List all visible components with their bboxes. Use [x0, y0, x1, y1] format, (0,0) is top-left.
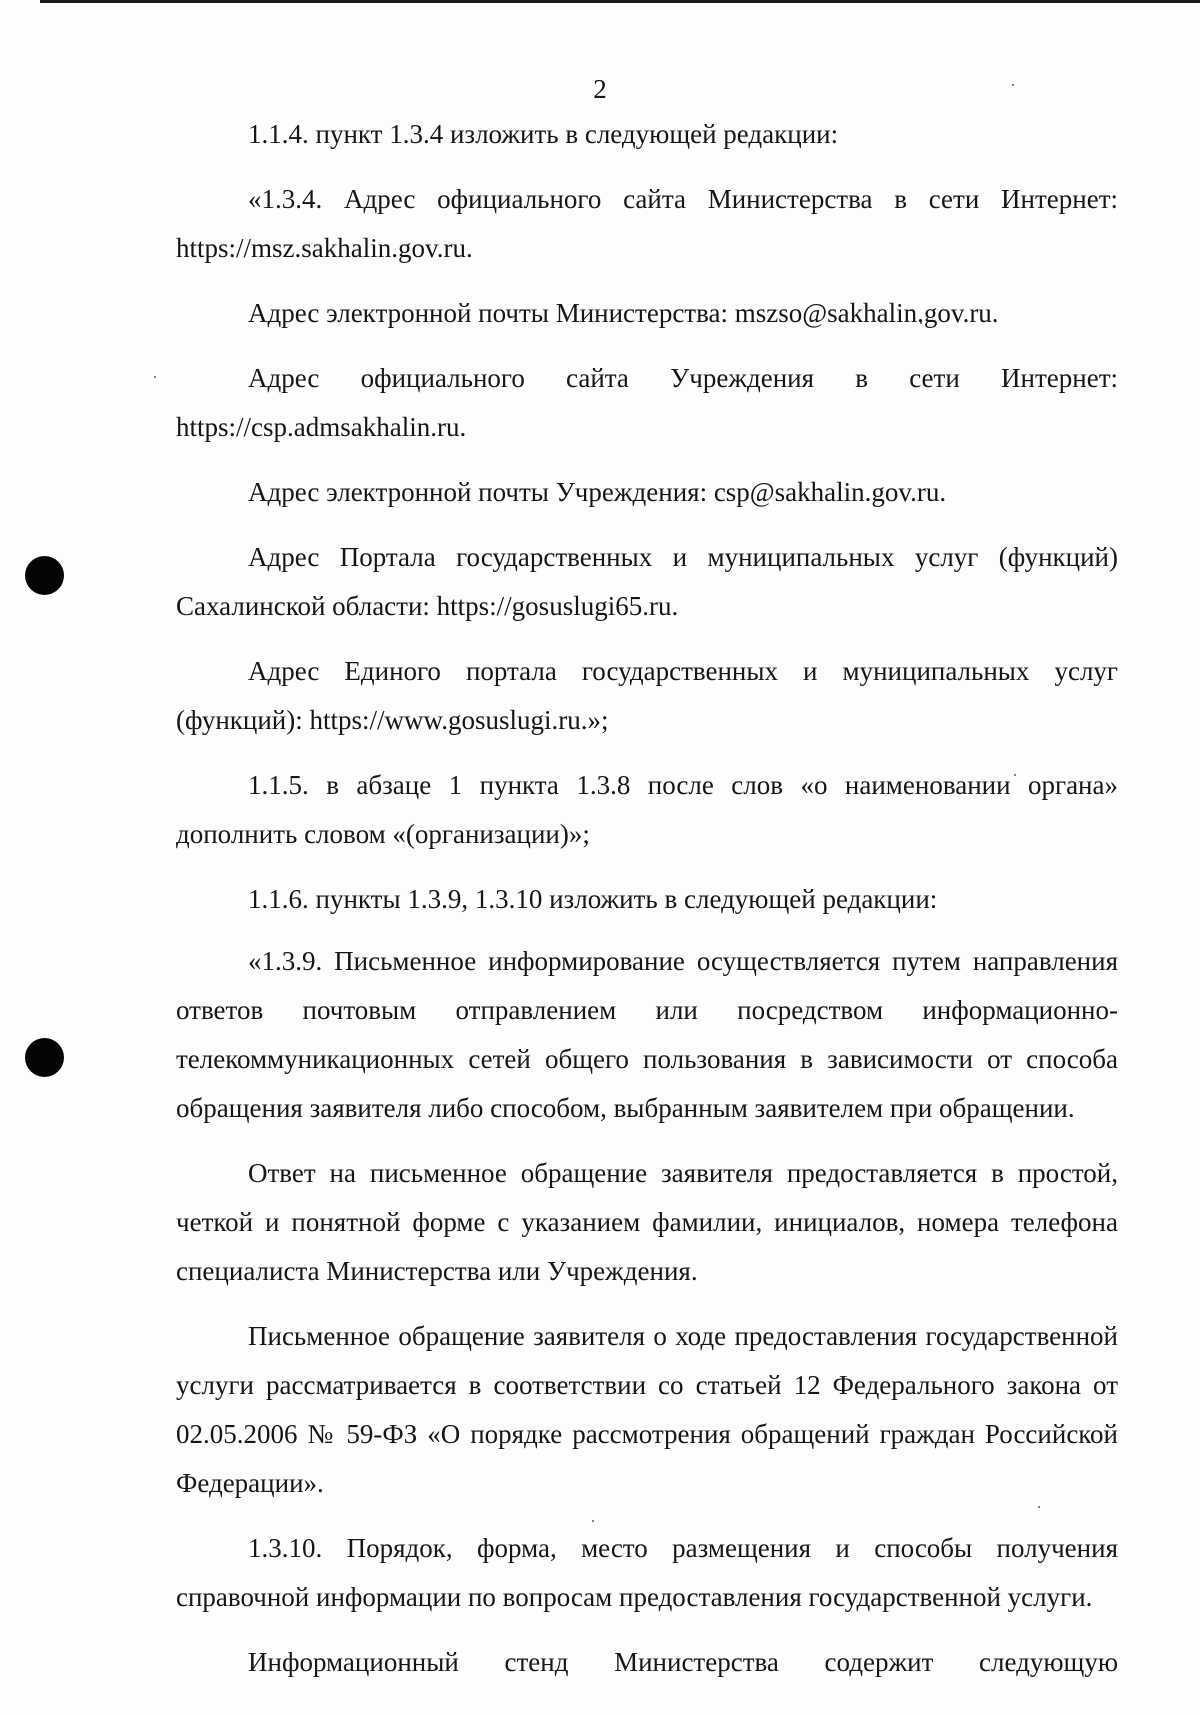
paragraph-ministry-website: «1.3.4. Адрес официального сайта Министерства в сети Интернет: https://msz.sakhalin.gov.ru. [176, 184, 1118, 263]
paragraph-ministry-email: Адрес электронной почты Министерства: mszso@sakhalin.gov.ru. [248, 298, 999, 328]
scan-speck [154, 376, 156, 378]
document-body [176, 110, 1118, 1703]
punch-hole-lower [25, 1038, 64, 1077]
page-number: 2 [593, 74, 607, 104]
paragraph-unified-portal: Адрес Единого портала государственных и муниципальных услуг (функций): https://www.gosuslugi.ru.»; [176, 656, 1118, 735]
paragraph-1-1-4: 1.1.4. пункт 1.3.4 изложить в следующей редакции: [248, 119, 839, 149]
paragraph-institution-email: Адрес электронной почты Учреждения: csp@sakhalin.gov.ru. [248, 477, 947, 507]
scan-top-edge [40, 0, 1200, 3]
paragraph-written-request: Письменное обращение заявителя о ходе предоставления государственной услуги рассматривается в соответствии со статьей 12 Федерального закона от 02.05.2006 № 59-ФЗ «О порядке рассмотрения обращений граждан Российской Федерации». [176, 1321, 1118, 1498]
paragraph-institution-website: Адрес официального сайта Учреждения в сети Интернет: https://csp.admsakhalin.ru. [176, 363, 1118, 442]
paragraph-1-3-10: 1.3.10. Порядок, форма, место размещения и способы получения справочной информации по вопросам предоставления государственной услуги. [176, 1533, 1118, 1612]
punch-hole-upper [25, 556, 64, 595]
paragraph-1-1-5: 1.1.5. в абзаце 1 пункта 1.3.8 после слов «о наименовании органа» дополнить словом «(организации)»; [176, 770, 1118, 849]
paragraph-1-3-9: «1.3.9. Письменное информирование осуществляется путем направления ответов почтовым отправлением или посредством информационно-телекоммуникационных сетей общего пользования в зависимости от способа обращения заявителя либо способом, выбранным заявителем при обращении. [176, 946, 1118, 1123]
paragraph-1-1-6: 1.1.6. пункты 1.3.9, 1.3.10 изложить в следующей редакции: [248, 884, 938, 914]
paragraph-info-stand: Информационный стенд Министерства содержит следующую [248, 1647, 1118, 1677]
paragraph-regional-portal: Адрес Портала государственных и муниципальных услуг (функций) Сахалинской области: https://gosuslugi65.ru. [176, 542, 1118, 621]
paragraph-written-reply: Ответ на письменное обращение заявителя предоставляется в простой, четкой и понятной форме с указанием фамилии, инициалов, номера телефона специалиста Министерства или Учреждения. [176, 1158, 1118, 1286]
